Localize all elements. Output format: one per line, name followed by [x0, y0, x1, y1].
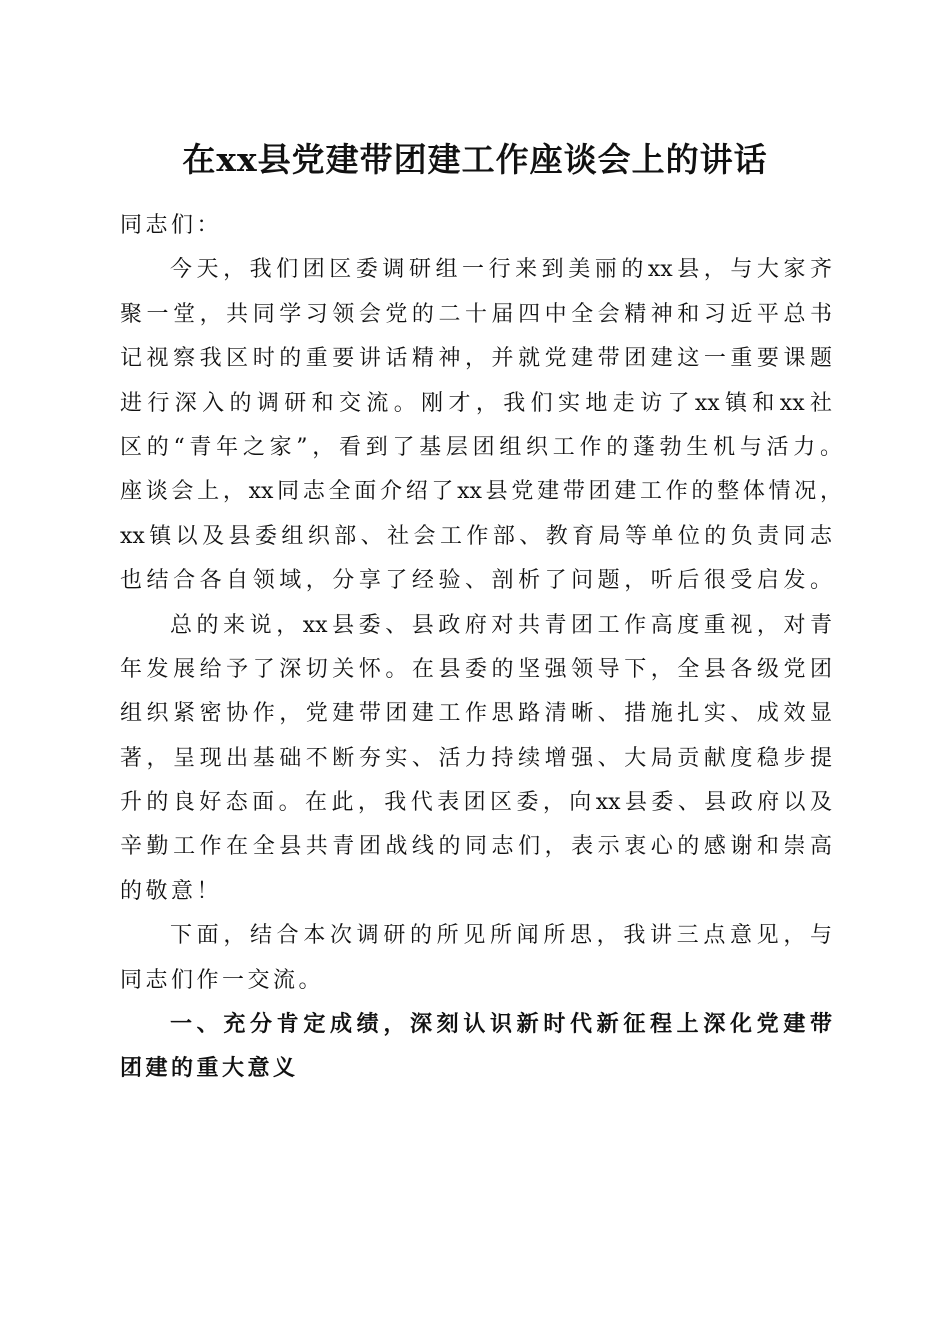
text-line: 聚一堂，共同学习领会党的二十届四中全会精神和习近平总书	[120, 301, 832, 327]
text-line: 一、充分肯定成绩，深刻认识新时代新征程上深化党建带	[170, 1012, 832, 1038]
text-line: 辛勤工作在全县共青团战线的同志们，表示衷心的感谢和崇高	[120, 834, 832, 860]
text-line: 记视察我区时的重要讲话精神，并就党建带团建这一重要课题	[120, 346, 832, 372]
text-line: 座谈会上，xx同志全面介绍了xx县党建带团建工作的整体情况，	[120, 479, 842, 505]
text-line: 同志们：	[120, 213, 223, 238]
section-heading	[120, 1003, 832, 1092]
text-line: 升的良好态面。在此，我代表团区委，向xx县委、县政府以及	[120, 790, 832, 816]
paragraph	[120, 604, 832, 915]
text-line: 组织紧密协作，党建带团建工作思路清晰、措施扎实、成效显	[120, 701, 832, 727]
text-line: xx镇以及县委组织部、社会工作部、教育局等单位的负责同志	[120, 523, 832, 549]
document-title: 在xx县党建带团建工作座谈会上的讲话	[182, 140, 768, 179]
text-line: 今天，我们团区委调研组一行来到美丽的xx县，与大家齐	[170, 257, 832, 283]
text-line: 也结合各自领域，分享了经验、剖析了问题，听后很受启发。	[120, 568, 832, 594]
text-line: 进行深入的调研和交流。刚才，我们实地走访了xx镇和xx社	[120, 390, 832, 416]
text-line: 的敬意！	[120, 878, 223, 904]
paragraph	[120, 248, 842, 603]
paragraph	[120, 914, 832, 1003]
text-line: 同志们作一交流。	[120, 967, 325, 993]
text-line: 团建的重大意义	[120, 1056, 299, 1082]
text-line: 著，呈现出基础不断夯实、活力持续增强、大局贡献度稳步提	[120, 745, 832, 771]
document-body	[120, 204, 842, 1092]
text-line: 年发展给予了深切关怀。在县委的坚强领导下，全县各级党团	[120, 656, 832, 682]
salutation	[120, 204, 832, 248]
text-line: 总的来说，xx县委、县政府对共青团工作高度重视，对青	[170, 612, 832, 638]
text-line: 区的“青年之家”，看到了基层团组织工作的蓬勃生机与活力。	[120, 434, 842, 460]
text-line: 下面，结合本次调研的所见所闻所思，我讲三点意见，与	[170, 923, 832, 949]
